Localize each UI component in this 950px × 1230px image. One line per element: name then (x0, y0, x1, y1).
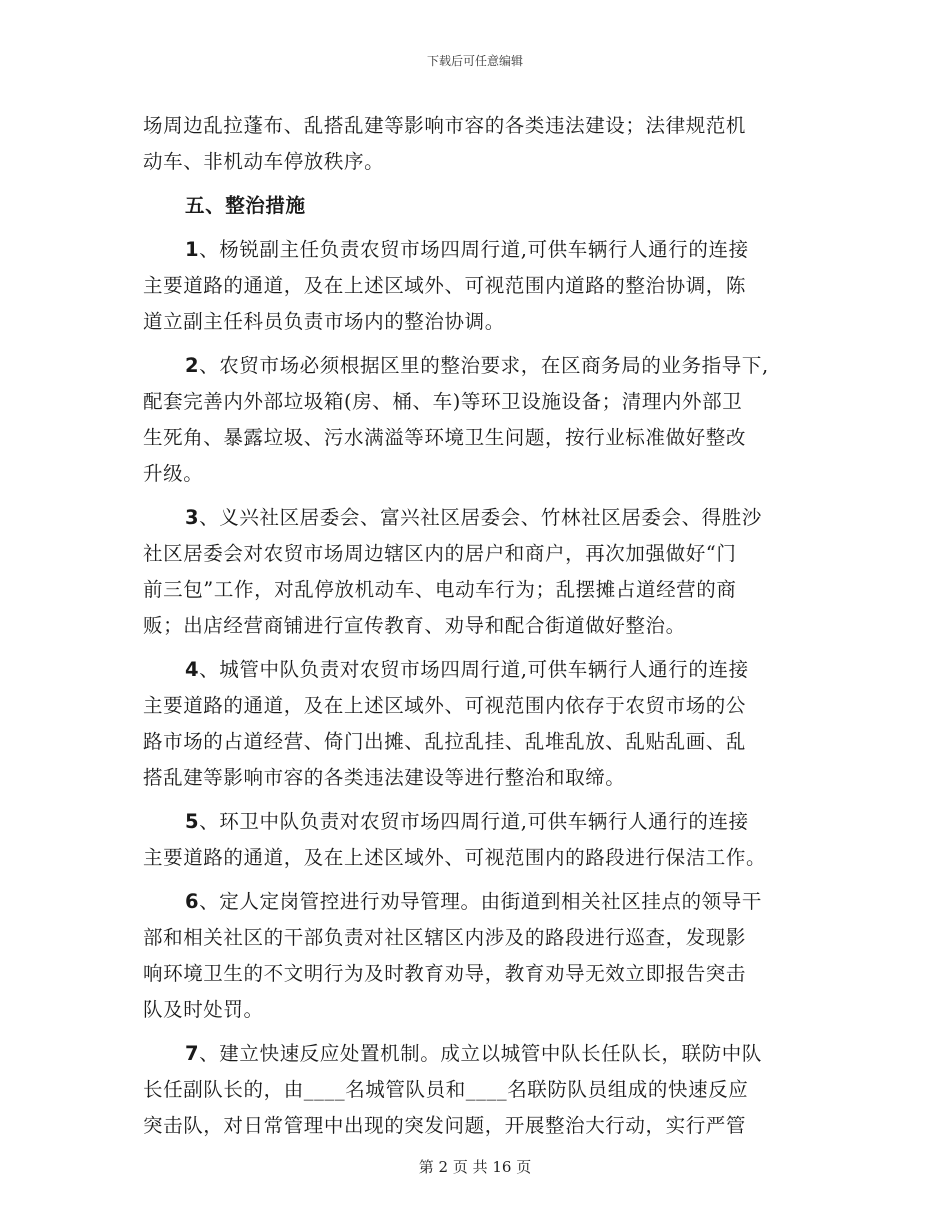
item-text: 、建立快速反应处置机制。成立以城管中队长任队长，联防中队 (199, 1042, 762, 1065)
item-text: 主要道路的通道，及在上述区域外、可视范围内道路的整治协调，陈 (143, 274, 747, 297)
item-text: 长任副队长的，由____名城管队员和____名联防队员组成的快速反应 (143, 1078, 749, 1101)
measure-item-6 (143, 884, 815, 1028)
item-text: 路市场的占道经营、倚门出摊、乱拉乱挂、乱堆乱放、乱贴乱画、乱 (143, 730, 747, 753)
measure-item-5 (143, 804, 815, 876)
section-heading: 五、整治措施 (185, 194, 306, 217)
measure-item-2 (143, 348, 815, 492)
item-text: 、杨锐副主任负责农贸市场四周行道,可供车辆行人通行的连接 (199, 238, 749, 261)
page-header-note: 下载后可任意编辑 (426, 54, 523, 68)
intro-line: 场周边乱拉蓬布、乱搭乱建等影响市容的各类违法建设；法律规范机 (143, 114, 747, 137)
page-number: 第 2 页 共 16 页 (418, 1158, 532, 1176)
item-text: 、环卫中队负责对农贸市场四周行道,可供车辆行人通行的连接 (199, 810, 749, 833)
item-text: 主要道路的通道，及在上述区域外、可视范围内依存于农贸市场的公 (143, 694, 747, 717)
item-text: 队及时处罚。 (143, 998, 264, 1021)
measure-item-3 (143, 500, 815, 644)
item-number: 6 (185, 890, 200, 913)
item-number: 3 (185, 506, 200, 529)
item-text: 、义兴社区居委会、富兴社区居委会、竹林社区居委会、得胜沙 (199, 506, 762, 529)
item-text: 、定人定岗管控进行劝导管理。由街道到相关社区挂点的领导干 (199, 890, 762, 913)
item-text: 搭乱建等影响市容的各类违法建设等进行整治和取缔。 (143, 766, 626, 789)
item-text: 社区居委会对农贸市场周边辖区内的居户和商户，再次加强做好“门 (143, 542, 737, 565)
measure-item-1 (143, 232, 815, 340)
item-text: 响环境卫生的不文明行为及时教育劝导，教育劝导无效立即报告突击 (143, 962, 747, 985)
item-text: 、城管中队负责对农贸市场四周行道,可供车辆行人通行的连接 (199, 658, 749, 681)
item-text: 部和相关社区的干部负责对社区辖区内涉及的路段进行巡查，发现影 (143, 926, 747, 949)
item-text: 贩；出店经营商铺进行宣传教育、劝导和配合街道做好整治。 (143, 614, 686, 637)
item-number: 5 (185, 810, 200, 833)
item-number: 7 (185, 1042, 200, 1065)
item-text: 配套完善内外部垃圾箱(房、桶、车)等环卫设施设备；清理内外部卫 (143, 390, 743, 413)
item-text: 突击队，对日常管理中出现的突发问题，开展整治大行动，实行严管 (143, 1114, 747, 1137)
item-text: 道立副主任科员负责市场内的整治协调。 (143, 310, 505, 333)
intro-line: 动车、非机动车停放秩序。 (143, 150, 385, 173)
item-text: 生死角、暴露垃圾、污水满溢等环境卫生问题，按行业标准做好整改 (143, 426, 747, 449)
measure-item-4 (143, 652, 815, 796)
item-number: 2 (185, 354, 200, 377)
document-body (143, 108, 815, 1144)
item-number: 1 (185, 238, 200, 261)
item-text: 升级。 (143, 462, 204, 485)
item-text: 、农贸市场必须根据区里的整治要求，在区商务局的业务指导下, (199, 354, 769, 377)
item-text: 主要道路的通道，及在上述区域外、可视范围内的路段进行保洁工作。 (143, 846, 767, 869)
measure-item-7 (143, 1036, 815, 1144)
item-number: 4 (185, 658, 200, 681)
item-text: 前三包”工作，对乱停放机动车、电动车行为；乱摆摊占道经营的商 (143, 578, 737, 601)
